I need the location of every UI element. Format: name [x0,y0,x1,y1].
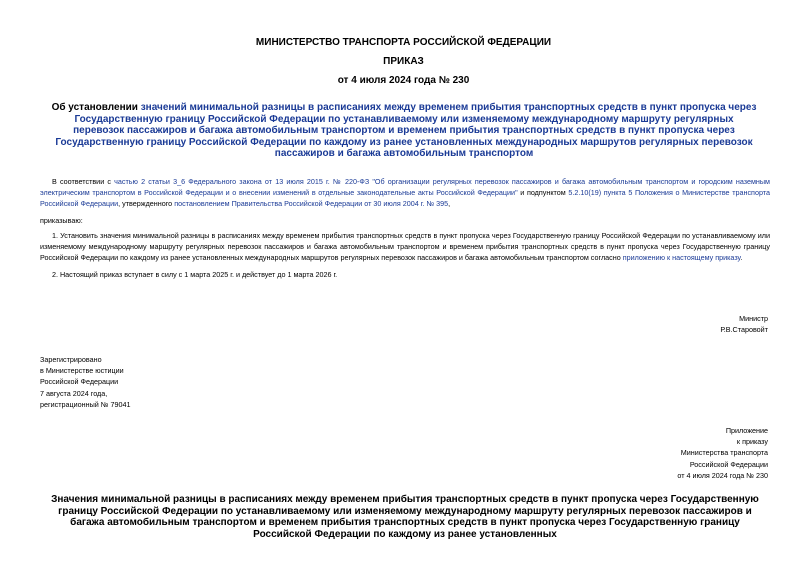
registration-block [40,354,130,410]
registration-line: Зарегистрировано [40,355,102,364]
document-title [48,102,760,160]
item1-end: . [740,253,743,263]
ordered-line: приказываю: [40,216,83,225]
signature-position: Министр [739,314,768,323]
signature-block [720,313,768,335]
legal-basis-paragraph [40,176,770,210]
appendix-link[interactable]: приложению к настоящему приказу [622,253,741,263]
order-item-1 [40,230,770,264]
item1-text: 1. Установить значения минимальной разницы в расписаниях между временем прибытия транспортных средств в пункт пропуска через Государственную границу Российской Федерации по устанавливаемому или изменяемому международному маршруту регулярных перевозок пассажиров и багажа автомобильным транспортом и временем прибытия транспортных средств в пункт пропуска через Государственную границу Российской Федерации по каждому из ранее установленных международных маршрутов регулярных перевозок пассажиров и багажа автомобильным транспортом согласно [40,231,770,263]
appendix-line: от 4 июля 2024 года № 230 [677,470,768,480]
title-link[interactable]: значений минимальной разницы в расписаниях между временем прибытия транспортных средств в пункт пропуска через Государственную границу Российской Федерации по устанавливаемому или изменяемому международному маршруту регулярных перевозок пассажиров и багажа автомобильным транспортом и временем прибытия транспортных средств в пункт пропуска через Государственную границу Российской Федерации по каждому из ранее установленных международных маршрутов регулярных перевозок пассажиров и багажа автомобильным транспортом [55,102,757,160]
registration-line: Российской Федерации [40,377,119,387]
appendix-header [677,425,768,481]
appendix-line: к приказу [736,437,768,447]
title-prefix: Об установлении [51,102,141,113]
registration-date: 7 августа 2024 года, [40,388,108,398]
document-date-number: от 4 июля 2024 года № 230 [337,75,470,86]
registration-number: регистрационный № 79041 [40,399,131,409]
ministry-heading: МИНИСТЕРСТВО ТРАНСПОРТА РОССИЙСКОЙ ФЕДЕРАЦИИ [255,37,552,48]
document-type: ПРИКАЗ [383,56,424,67]
law-link[interactable]: частью 2 статьи 3_6 Федерального закона от 13 июля 2015 г. № 220-ФЗ "Об организации регулярных перевозок пассажиров и багажа автомобильным транспортом и городским наземным электрическим транспортом в Российской Федерации и о внесении изменений в отдельные законодательные акты Российской Федерации" [40,177,771,198]
basis-text-1: В соответствии с [52,177,115,186]
order-item-2: 2. Настоящий приказ вступает в силу с 1 марта 2025 г. и действует до 1 марта 2026 г. [52,270,338,279]
basis-text-2: и подпунктом [517,188,569,198]
regulation-link[interactable]: 5.2.10(19) пункта 5 Положения о Министерстве транспорта Российской Федерации [40,188,770,209]
appendix-line: Российской Федерации [689,459,768,469]
basis-text-4: , [448,199,451,209]
resolution-link[interactable]: постановлением Правительства Российской Федерации от 30 июля 2004 г. № 395 [174,199,449,209]
signature-name: Р.В.Старовойт [720,325,768,335]
registration-line: в Министерстве юстиции [40,366,124,376]
basis-text-3: , утвержденного [118,199,175,209]
appendix-line: Министерства транспорта [680,448,768,458]
appendix-line: Приложение [725,426,768,435]
appendix-title: Значения минимальной разницы в расписаниях между временем прибытия транспортных средств в пункт пропуска через Государственную границу Российской Федерации по устанавливаемому или изменяемому международному маршруту регулярных перевозок пассажиров и багажа автомобильным транспортом и временем прибытия транспортных средств в пункт пропуска через Государственную границу Российской Федерации по каждому из ранее установленных [51,494,759,540]
